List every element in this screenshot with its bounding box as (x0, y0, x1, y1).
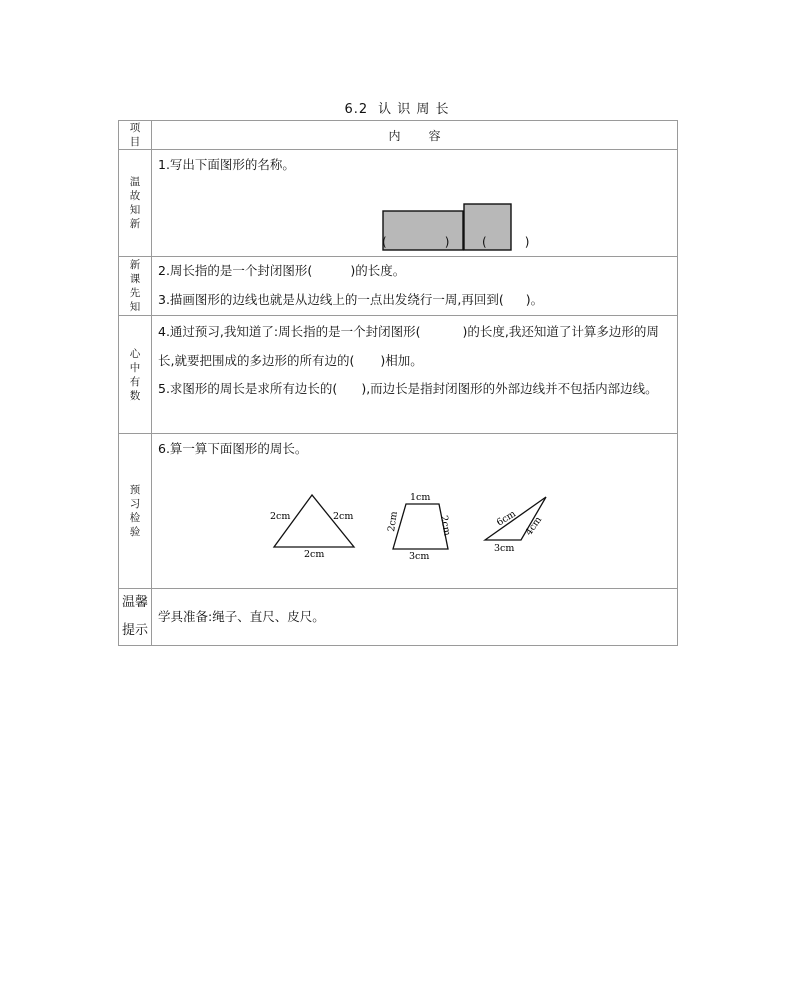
question-1: 1.写出下面图形的名称。 (158, 157, 295, 172)
row-summary (119, 316, 678, 434)
lesson-table (118, 120, 678, 646)
tip-label-line1: 温馨 (121, 595, 148, 610)
header-content-cell (152, 121, 678, 150)
answer-blanks (382, 234, 529, 250)
row-check (119, 434, 678, 589)
row-summary-label-cell (119, 316, 152, 434)
triangle2-bottom-label: 3cm (494, 543, 515, 554)
row-tip-label-cell (119, 589, 152, 646)
blank1-open: ( (382, 235, 387, 249)
tip-label-line2: 提示 (121, 623, 148, 638)
trapezoid-bottom-label: 3cm (409, 551, 430, 562)
question-4: 4.通过预习,我知道了:周长指的是一个封闭图形( )的长度,我还知道了计算多边形的周长,就要把围成的多边形的所有边的( )相加。 (158, 324, 659, 368)
blank2-close: ) (524, 235, 530, 249)
row-review-content (152, 150, 678, 257)
row-preview (119, 257, 678, 316)
blank1-close: ) (444, 235, 450, 249)
row-summary-label: 心中有数 (129, 347, 141, 402)
header-item-label: 项目 (129, 122, 141, 148)
row-review-label: 温故知新 (129, 176, 141, 230)
row-summary-content (152, 316, 678, 434)
trapezoid-left-label: 2cm (386, 510, 400, 533)
row-preview-content (152, 257, 678, 316)
row-review (119, 150, 678, 257)
trapezoid-figure (386, 492, 452, 562)
triangle-right-label: 2cm (333, 511, 354, 522)
shapes-figure (152, 460, 672, 570)
header-content-char1: 内 (388, 128, 401, 143)
triangle-figure (270, 495, 354, 560)
question-3: 3.描画图形的边线也就是从边线上的一点出发绕行一周,再回到( )。 (158, 291, 544, 307)
triangle-left-label: 2cm (270, 511, 291, 522)
title-number: 6.2 (344, 102, 369, 117)
trapezoid-right-label: 2cm (438, 514, 453, 537)
trapezoid-top-label: 1cm (410, 492, 431, 503)
question-6: 6.算一算下面图形的周长。 (158, 441, 308, 456)
obtuse-triangle-figure (485, 497, 546, 554)
page-title (0, 98, 794, 117)
tip-text: 学具准备:绳子、直尺、皮尺。 (158, 608, 325, 624)
row-preview-label: 新课先知 (129, 259, 141, 313)
question-5: 5.求图形的周长是求所有边长的( ),而边长是指封闭图形的外部边线并不包括内部边线。 (158, 381, 658, 396)
row-check-label-cell (119, 434, 152, 589)
triangle-bottom-label: 2cm (304, 549, 325, 560)
triangle2-hyp-label: 6cm (494, 508, 518, 529)
question-2: 2.周长指的是一个封闭图形( )的长度。 (158, 263, 406, 278)
header-item-cell (119, 121, 152, 150)
triangle2-right-label: 4cm (523, 514, 545, 538)
row-check-content (152, 434, 678, 589)
row-check-label: 预习检验 (129, 484, 141, 538)
title-text: 认 识 周 长 (378, 102, 450, 117)
row-tip (119, 589, 678, 646)
header-content-char2: 容 (428, 128, 441, 143)
header-row (119, 121, 678, 150)
row-preview-label-cell (119, 257, 152, 316)
blank2-open: ( (482, 235, 487, 249)
row-review-label-cell (119, 150, 152, 257)
row-tip-content (152, 589, 678, 646)
